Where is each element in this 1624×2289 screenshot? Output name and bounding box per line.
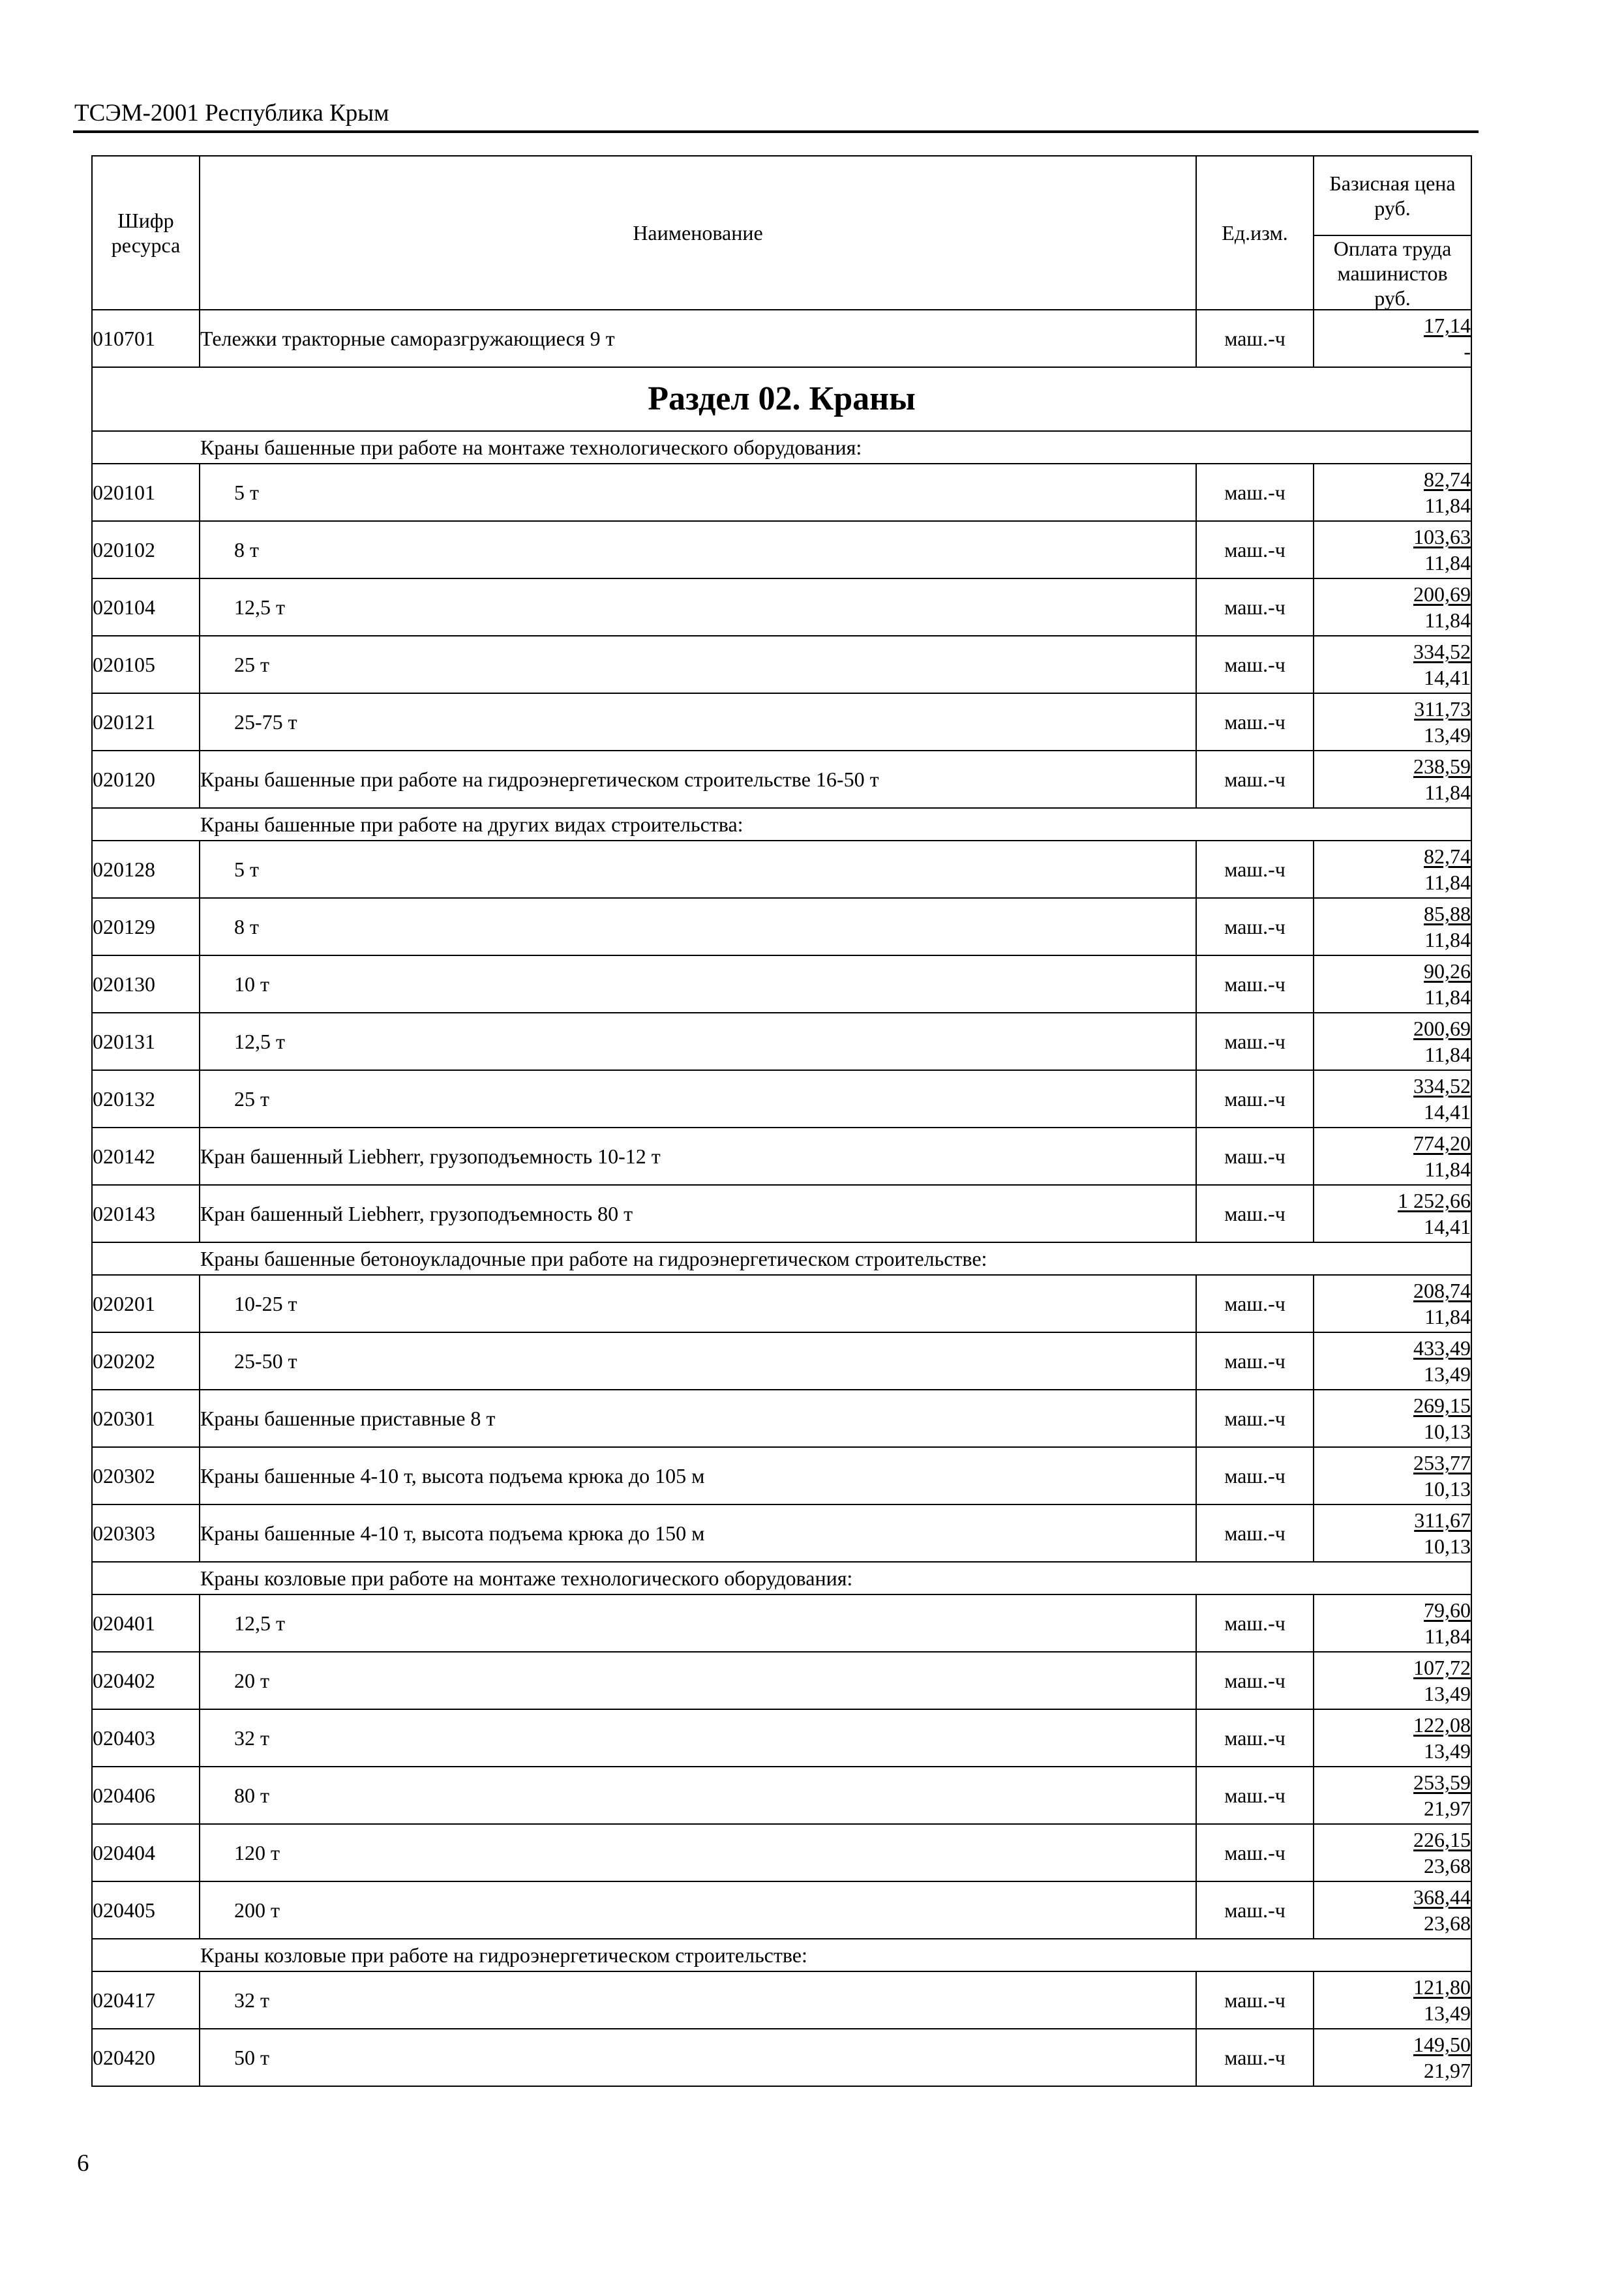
unit-cell: маш.-ч	[1196, 1881, 1314, 1939]
price-cell	[1314, 1594, 1471, 1652]
labor-pay: 11,84	[1424, 1305, 1471, 1328]
unit-cell: маш.-ч	[1196, 1652, 1314, 1709]
group-heading-row	[92, 1242, 1471, 1275]
resource-name-cell: 10 т	[200, 955, 1196, 1013]
unit-cell: маш.-ч	[1196, 310, 1314, 367]
resource-name-cell: 32 т	[200, 1709, 1196, 1767]
resource-price-table	[91, 155, 1472, 2087]
price-cell	[1314, 955, 1471, 1013]
base-price: 253,59	[1413, 1771, 1471, 1794]
labor-pay: 10,13	[1424, 1477, 1471, 1501]
table-row	[92, 898, 1471, 955]
base-price: 253,77	[1413, 1451, 1471, 1474]
table-row	[92, 1824, 1471, 1881]
table-row	[92, 1185, 1471, 1242]
base-price: 82,74	[1424, 845, 1471, 868]
unit-cell: маш.-ч	[1196, 1971, 1314, 2029]
price-cell	[1314, 1390, 1471, 1447]
base-price: 82,74	[1424, 468, 1471, 491]
price-cell	[1314, 464, 1471, 521]
labor-pay: 11,84	[1424, 871, 1471, 894]
resource-code-cell: 020403	[92, 1709, 200, 1767]
resource-name-cell: 32 т	[200, 1971, 1196, 2029]
resource-name-cell: 25 т	[200, 1070, 1196, 1128]
price-cell	[1314, 636, 1471, 693]
resource-code-cell: 020102	[92, 521, 200, 578]
resource-code-cell: 020405	[92, 1881, 200, 1939]
labor-pay: 11,84	[1424, 781, 1471, 804]
labor-pay: 13,49	[1424, 1362, 1471, 1386]
resource-name-cell: 12,5 т	[200, 1013, 1196, 1070]
column-header-base-price: Базисная цена руб.	[1314, 157, 1471, 236]
table-row	[92, 1767, 1471, 1824]
unit-cell: маш.-ч	[1196, 578, 1314, 636]
document-title: ТСЭМ-2001 Республика Крым	[74, 100, 389, 127]
unit-cell: маш.-ч	[1196, 1709, 1314, 1767]
unit-cell: маш.-ч	[1196, 1275, 1314, 1332]
table-row	[92, 1504, 1471, 1562]
resource-code-cell: 020404	[92, 1824, 200, 1881]
column-header-name: Наименование	[200, 156, 1196, 310]
labor-pay: 23,68	[1424, 1911, 1471, 1935]
resource-name-cell: 10-25 т	[200, 1275, 1196, 1332]
base-price: 334,52	[1413, 640, 1471, 663]
group-heading-row	[92, 1562, 1471, 1594]
price-cell	[1314, 1070, 1471, 1128]
labor-pay: 13,49	[1424, 723, 1471, 747]
table-row	[92, 1332, 1471, 1390]
unit-cell: маш.-ч	[1196, 1767, 1314, 1824]
resource-code-cell: 020302	[92, 1447, 200, 1504]
base-price: 1 252,66	[1398, 1189, 1471, 1212]
price-cell	[1314, 1128, 1471, 1185]
resource-name-cell: 5 т	[200, 841, 1196, 898]
base-price: 226,15	[1413, 1828, 1471, 1851]
labor-pay: 10,13	[1424, 1420, 1471, 1443]
labor-pay: 11,84	[1424, 985, 1471, 1009]
group-heading-row	[92, 431, 1471, 464]
resource-code-cell: 020129	[92, 898, 200, 955]
page-number: 6	[77, 2150, 89, 2177]
labor-pay: 13,49	[1424, 1682, 1471, 1705]
resource-name-cell: 8 т	[200, 898, 1196, 955]
price-cell	[1314, 898, 1471, 955]
resource-code-cell: 020301	[92, 1390, 200, 1447]
table-row	[92, 464, 1471, 521]
unit-cell: маш.-ч	[1196, 464, 1314, 521]
base-price: 774,20	[1413, 1131, 1471, 1155]
base-price: 200,69	[1413, 1017, 1471, 1040]
resource-code-cell: 020142	[92, 1128, 200, 1185]
table-row	[92, 310, 1471, 367]
table-row	[92, 1013, 1471, 1070]
table-header-row	[92, 156, 1471, 310]
group-heading: Краны башенные бетоноукладочные при работе на гидроэнергетическом строительстве:	[92, 1242, 1471, 1275]
unit-cell: маш.-ч	[1196, 693, 1314, 751]
resource-code-cell: 020143	[92, 1185, 200, 1242]
table-row	[92, 636, 1471, 693]
labor-pay: 11,84	[1424, 494, 1471, 517]
labor-pay: 14,41	[1424, 1215, 1471, 1238]
price-cell	[1314, 751, 1471, 808]
table-body	[92, 310, 1471, 2086]
labor-pay: -	[1464, 340, 1471, 363]
resource-code-cell: 020120	[92, 751, 200, 808]
resource-name-cell: 8 т	[200, 521, 1196, 578]
price-cell	[1314, 1824, 1471, 1881]
resource-name-cell: Тележки тракторные саморазгружающиеся 9 т	[200, 310, 1196, 367]
column-header-code: Шифр ресурса	[92, 156, 200, 310]
table-row	[92, 1652, 1471, 1709]
resource-code-cell: 020401	[92, 1594, 200, 1652]
unit-cell: маш.-ч	[1196, 1128, 1314, 1185]
table-row	[92, 2029, 1471, 2086]
labor-pay: 11,84	[1424, 551, 1471, 575]
unit-cell: маш.-ч	[1196, 1185, 1314, 1242]
labor-pay: 11,84	[1424, 608, 1471, 632]
base-price: 311,67	[1414, 1508, 1471, 1532]
table-row	[92, 1447, 1471, 1504]
labor-pay: 10,13	[1424, 1534, 1471, 1558]
group-heading: Краны козловые при работе на гидроэнергетическом строительстве:	[92, 1939, 1471, 1971]
price-cell	[1314, 1185, 1471, 1242]
unit-cell: маш.-ч	[1196, 521, 1314, 578]
table-row	[92, 693, 1471, 751]
labor-pay: 11,84	[1424, 1158, 1471, 1181]
resource-code-cell: 020104	[92, 578, 200, 636]
resource-name-cell: Краны башенные 4-10 т, высота подъема крюка до 105 м	[200, 1447, 1196, 1504]
resource-code-cell: 020101	[92, 464, 200, 521]
table-row	[92, 1128, 1471, 1185]
base-price: 107,72	[1413, 1656, 1471, 1679]
price-cell	[1314, 693, 1471, 751]
price-cell	[1314, 1971, 1471, 2029]
resource-name-cell: 25-50 т	[200, 1332, 1196, 1390]
group-heading-row	[92, 1939, 1471, 1971]
resource-code-cell: 010701	[92, 310, 200, 367]
resource-name-cell: Краны башенные 4-10 т, высота подъема крюка до 150 м	[200, 1504, 1196, 1562]
table-row	[92, 841, 1471, 898]
unit-cell: маш.-ч	[1196, 1824, 1314, 1881]
resource-code-cell: 020128	[92, 841, 200, 898]
resource-name-cell: 20 т	[200, 1652, 1196, 1709]
unit-cell: маш.-ч	[1196, 1447, 1314, 1504]
labor-pay: 14,41	[1424, 666, 1471, 689]
labor-pay: 13,49	[1424, 1739, 1471, 1763]
base-price: 334,52	[1413, 1074, 1471, 1098]
price-cell	[1314, 1504, 1471, 1562]
unit-cell: маш.-ч	[1196, 1504, 1314, 1562]
table-row	[92, 521, 1471, 578]
resource-name-cell: 12,5 т	[200, 578, 1196, 636]
unit-cell: маш.-ч	[1196, 751, 1314, 808]
group-heading: Краны башенные при работе на монтаже технологического оборудования:	[92, 431, 1471, 464]
resource-code-cell: 020420	[92, 2029, 200, 2086]
price-cell	[1314, 1447, 1471, 1504]
base-price: 368,44	[1413, 1885, 1471, 1909]
column-header-labor-pay: Оплата труда машинистов руб.	[1333, 237, 1452, 310]
table-row	[92, 1709, 1471, 1767]
group-heading: Краны башенные при работе на других видах строительства:	[92, 808, 1471, 841]
labor-pay: 11,84	[1424, 928, 1471, 951]
unit-cell: маш.-ч	[1196, 1390, 1314, 1447]
resource-name-cell: Краны башенные приставные 8 т	[200, 1390, 1196, 1447]
unit-cell: маш.-ч	[1196, 898, 1314, 955]
labor-pay: 11,84	[1424, 1624, 1471, 1648]
base-price: 17,14	[1424, 314, 1471, 337]
resource-code-cell: 020202	[92, 1332, 200, 1390]
price-cell	[1314, 310, 1471, 367]
resource-code-cell: 020417	[92, 1971, 200, 2029]
base-price: 121,80	[1413, 1975, 1471, 1999]
group-heading: Краны козловые при работе на монтаже технологического оборудования:	[92, 1562, 1471, 1594]
base-price: 200,69	[1413, 582, 1471, 606]
table-row	[92, 578, 1471, 636]
resource-name-cell: Кран башенный Liebherr, грузоподъемность 10-12 т	[200, 1128, 1196, 1185]
table-row	[92, 955, 1471, 1013]
unit-cell: маш.-ч	[1196, 1070, 1314, 1128]
resource-name-cell: 50 т	[200, 2029, 1196, 2086]
price-cell	[1314, 2029, 1471, 2086]
table-row	[92, 1881, 1471, 1939]
resource-code-cell: 020406	[92, 1767, 200, 1824]
base-price: 433,49	[1413, 1336, 1471, 1360]
labor-pay: 21,97	[1424, 1797, 1471, 1820]
price-cell	[1314, 1652, 1471, 1709]
resource-name-cell: 12,5 т	[200, 1594, 1196, 1652]
table-row	[92, 1390, 1471, 1447]
resource-code-cell: 020402	[92, 1652, 200, 1709]
resource-name-cell: 200 т	[200, 1881, 1196, 1939]
table-row	[92, 1971, 1471, 2029]
base-price: 311,73	[1414, 697, 1471, 721]
labor-pay: 23,68	[1424, 1854, 1471, 1878]
table-row	[92, 1594, 1471, 1652]
resource-name-cell: Кран башенный Liebherr, грузоподъемность 80 т	[200, 1185, 1196, 1242]
base-price: 122,08	[1413, 1713, 1471, 1737]
price-cell	[1314, 521, 1471, 578]
resource-name-cell: 80 т	[200, 1767, 1196, 1824]
price-cell	[1314, 1767, 1471, 1824]
resource-code-cell: 020105	[92, 636, 200, 693]
section-heading: Раздел 02. Краны	[92, 367, 1471, 431]
resource-name-cell: 25 т	[200, 636, 1196, 693]
base-price: 90,26	[1424, 959, 1471, 983]
resource-code-cell: 020121	[92, 693, 200, 751]
labor-pay: 13,49	[1424, 2001, 1471, 2025]
table-row	[92, 751, 1471, 808]
labor-pay: 11,84	[1424, 1043, 1471, 1066]
base-price: 149,50	[1413, 2033, 1471, 2056]
unit-cell: маш.-ч	[1196, 1013, 1314, 1070]
resource-code-cell: 020132	[92, 1070, 200, 1128]
price-cell	[1314, 578, 1471, 636]
page-header	[73, 97, 1479, 133]
unit-cell: маш.-ч	[1196, 955, 1314, 1013]
table-row	[92, 1275, 1471, 1332]
resource-name-cell: Краны башенные при работе на гидроэнергетическом строительстве 16-50 т	[200, 751, 1196, 808]
unit-cell: маш.-ч	[1196, 2029, 1314, 2086]
column-header-price	[1314, 156, 1471, 310]
price-cell	[1314, 1332, 1471, 1390]
resource-name-cell: 120 т	[200, 1824, 1196, 1881]
section-heading-row	[92, 367, 1471, 431]
unit-cell: маш.-ч	[1196, 636, 1314, 693]
resource-name-cell: 25-75 т	[200, 693, 1196, 751]
labor-pay: 21,97	[1424, 2059, 1471, 2082]
table-row	[92, 1070, 1471, 1128]
base-price: 103,63	[1413, 525, 1471, 548]
unit-cell: маш.-ч	[1196, 841, 1314, 898]
base-price: 238,59	[1413, 755, 1471, 778]
price-cell	[1314, 1275, 1471, 1332]
resource-code-cell: 020201	[92, 1275, 200, 1332]
unit-cell: маш.-ч	[1196, 1332, 1314, 1390]
resource-code-cell: 020130	[92, 955, 200, 1013]
resource-code-cell: 020131	[92, 1013, 200, 1070]
group-heading-row	[92, 808, 1471, 841]
base-price: 208,74	[1413, 1279, 1471, 1302]
price-cell	[1314, 1709, 1471, 1767]
base-price: 79,60	[1424, 1598, 1471, 1622]
price-cell	[1314, 1013, 1471, 1070]
unit-cell: маш.-ч	[1196, 1594, 1314, 1652]
base-price: 269,15	[1413, 1394, 1471, 1417]
base-price: 85,88	[1424, 902, 1471, 925]
labor-pay: 14,41	[1424, 1100, 1471, 1124]
resource-code-cell: 020303	[92, 1504, 200, 1562]
resource-name-cell: 5 т	[200, 464, 1196, 521]
price-cell	[1314, 841, 1471, 898]
column-header-unit: Ед.изм.	[1196, 156, 1314, 310]
price-cell	[1314, 1881, 1471, 1939]
